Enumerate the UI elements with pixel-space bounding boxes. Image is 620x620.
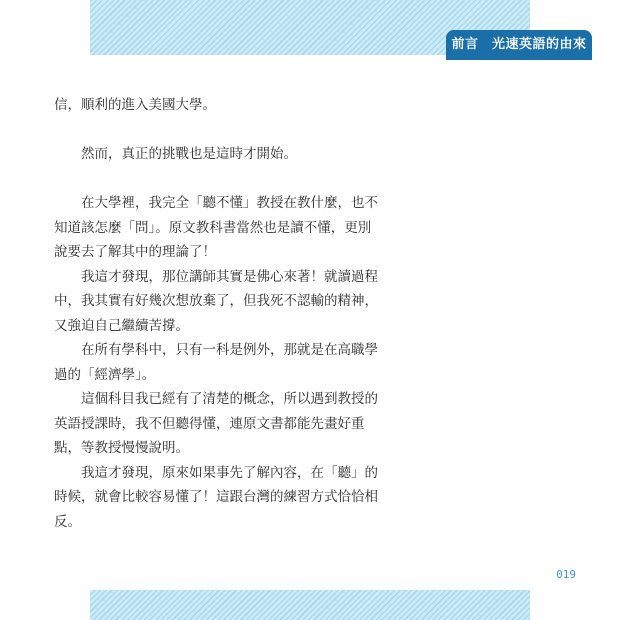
paragraph: 我這才發現，那位講師其實是佛心來著！就讀過程中，我其實有好幾次想放棄了，但我死不認輸的精神，又強迫自己繼續苦撐。 (54, 268, 378, 334)
paragraph: 在大學裡，我完全「聽不懂」教授在教什麼，也不知道該怎麼「問」。原文教科書當然也是讀不懂，更別說要去了解其中的理論了！ (54, 195, 378, 260)
paragraph: 信，順利的進入美國大學。 (54, 97, 216, 113)
paragraph: 然而，真正的挑戰也是這時才開始。 (54, 146, 297, 162)
paragraph: 這個科目我已經有了清楚的概念，所以遇到教授的英語授課時，我不但聽得懂，連原文書都能先畫好重點，等教授慢慢說明。 (54, 391, 378, 456)
paragraph: 我這才發現，原來如果事先了解內容，在「聽」的時候，就會比較容易懂了！這跟台灣的練習方式恰恰相反。 (54, 464, 378, 530)
chapter-title: 前言 光速英語的由來 (451, 37, 587, 52)
body-text (54, 93, 384, 534)
paragraph: 在所有學科中，只有一科是例外，那就是在高職學過的「經濟學」。 (54, 342, 378, 383)
page-number: 019 (556, 568, 576, 581)
